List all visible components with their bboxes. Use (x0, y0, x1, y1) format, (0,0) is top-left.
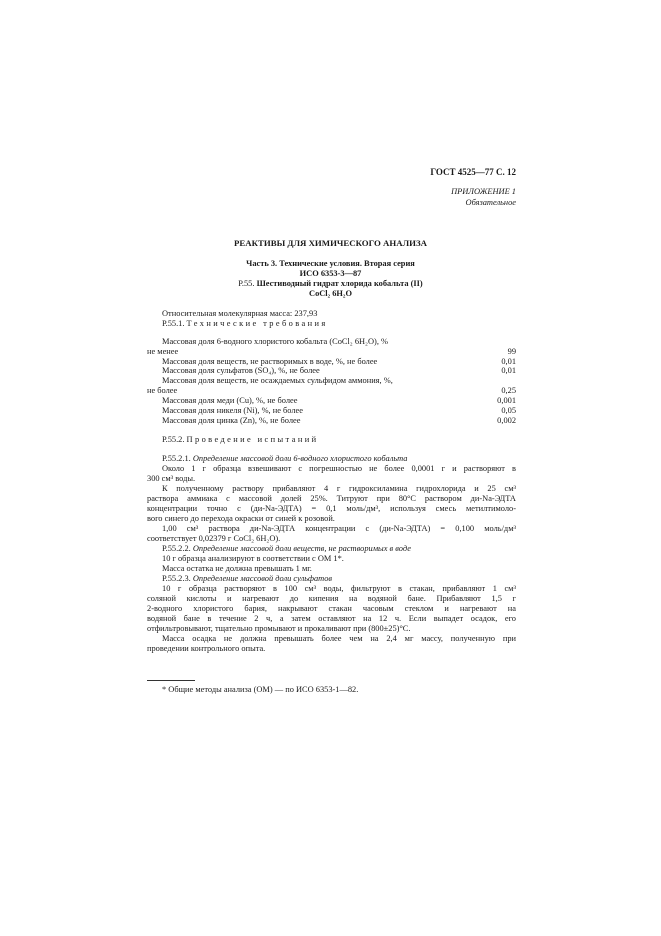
subsection-title: Определение массовой доли веществ, не растворимых в воде (192, 544, 411, 553)
text-line: 1,00 см³ раствора ди-Na-ЭДТА концентрации c (ди-Na-ЭДТА) = 0,100 моль/дм³ (162, 524, 516, 533)
part-title: Часть 3. Технические условия. Вторая серия (246, 259, 415, 268)
text-line: соответствует 0,02379 г CoCl₂ 6H₂O). (147, 534, 281, 543)
req-line: Массовая доля веществ, не растворимых в воде, %, не более (162, 357, 378, 366)
req-value: 0,01 (501, 366, 516, 375)
text-line: отфильтровывают, тщательно промывают и прокаливают при (800±25)°С. (147, 624, 411, 633)
req-value: 99 (507, 347, 516, 356)
requirements-heading (162, 319, 328, 329)
req-line: Массовая доля веществ, не осаждаемых сульфидом аммония, %, (162, 376, 393, 385)
req-value: 0,001 (497, 396, 516, 405)
text-line: 10 г образца растворяют в 100 см³ воды, фильтруют в стакан, прибавляют 1 см³ (162, 584, 516, 593)
req-line: Массовая доля никеля (Ni), %, не более (162, 406, 303, 415)
subsection-heading (162, 454, 407, 464)
tests-heading (162, 435, 318, 445)
subsection-number: Р.55.2.2. (162, 544, 191, 553)
req-line: не менее (147, 347, 179, 356)
document-code: ГОСТ 4525—77 С. 12 (430, 167, 516, 177)
req-line: Массовая доля 6-водного хлористого кобальта (CoCl₂ 6H₂O), % (162, 337, 388, 346)
subsection-heading (162, 574, 332, 584)
formula: CoCl₂ 6H₂O (309, 289, 352, 298)
text-line: раствора аммиака с массовой долей 25%. Титруют при 80°С раствором ди-Na-ЭДТА (147, 494, 516, 503)
text-line: Масса остатка не должна превышать 1 мг. (162, 564, 312, 573)
section-number: Р.55.2. (162, 435, 185, 444)
text-line: Масса осадка не должна превышать более чем на 2,4 мг массу, полученную при (162, 634, 516, 643)
req-value: 0,01 (501, 357, 516, 366)
text-line: вого синего до перехода окраски от синей к розовой. (147, 514, 335, 523)
text-line: проведении контрольного опыта. (147, 644, 266, 653)
section-title: Технические требования (186, 319, 328, 328)
req-value: 0,002 (497, 416, 516, 425)
text-line: водяной бане в течение 2 ч, а затем оставляют на 12 ч. Если выпадет осадок, его (147, 614, 516, 623)
footnote-separator (147, 680, 195, 681)
substance-heading (0, 279, 661, 289)
subsection-title: Определение массовой доли 6-водного хлористого кобальта (192, 454, 408, 463)
req-value: 0,05 (501, 406, 516, 415)
section-title: Проведение испытаний (186, 435, 319, 444)
req-line: Массовая доля сульфатов (SO₄), %, не более (162, 366, 320, 375)
subsection-title: Определение массовой доли сульфатов (192, 574, 333, 583)
text-line: соляной кислоты и нагревают до кипения на водяной бане. Прибавляют 1,5 г (147, 594, 516, 603)
footnote: * Общие методы анализа (ОМ) — по ИСО 6353-1—82. (162, 685, 359, 694)
section-number: Р.55. (238, 279, 255, 288)
req-value: 0,25 (501, 386, 516, 395)
req-line: не более (147, 386, 178, 395)
text-line: концентрации точно c (ди-Na-ЭДТА) = 0,1 моль/дм³, используя смесь метилтимоло- (147, 504, 516, 513)
text-line: 300 см³ воды. (147, 474, 196, 483)
text-line: Около 1 г образца взвешивают с погрешностью не более 0,0001 г и растворяют в (162, 464, 516, 473)
mandatory-label: Обязательное (465, 198, 516, 207)
substance-name: Шестиводный гидрат хлорида кобальта (II) (256, 279, 423, 288)
document-title: РЕАКТИВЫ ДЛЯ ХИМИЧЕСКОГО АНАЛИЗА (234, 238, 427, 248)
text-line: 2-водного хлористого бария, накрывают стакан часовым стеклом и нагревают на (147, 604, 516, 613)
appendix-label: ПРИЛОЖЕНИЕ 1 (451, 187, 516, 196)
subsection-number: Р.55.2.3. (162, 574, 191, 583)
subsection-heading (162, 544, 411, 554)
req-line: Массовая доля меди (Cu), %, не более (162, 396, 298, 405)
molecular-mass: Относительная молекулярная масса: 237,93 (162, 309, 318, 318)
subsection-number: Р.55.2.1. (162, 454, 191, 463)
iso-number: ИСО 6353-3—87 (299, 269, 362, 278)
section-number: Р.55.1. (162, 319, 185, 328)
text-line: К полученному раствору прибавляют 4 г гидроксиламина гидрохлорида и 25 см³ (162, 484, 516, 493)
req-line: Массовая доля цинка (Zn), %, не более (162, 416, 301, 425)
text-line: 10 г образца анализируют в соответствии с ОМ 1*. (162, 554, 344, 563)
